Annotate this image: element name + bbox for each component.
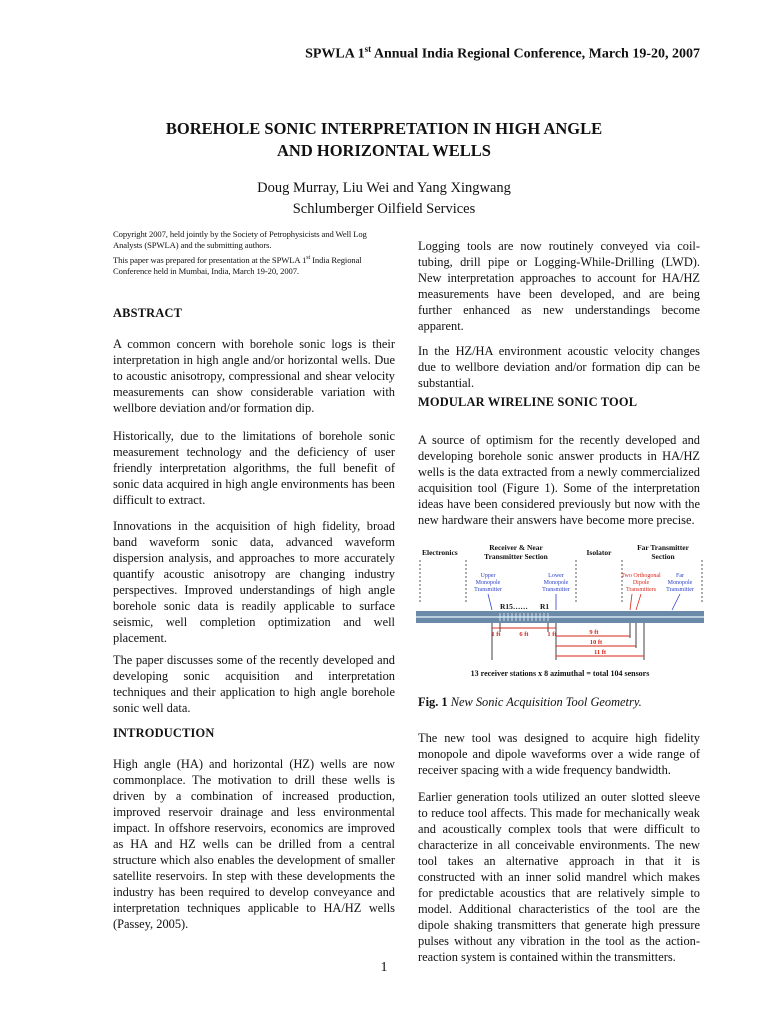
fig-section-far-1: Far Transmitter bbox=[637, 543, 689, 552]
fig-label-r1: R1 bbox=[540, 602, 550, 611]
author-names: Doug Murray, Liu Wei and Yang Xingwang bbox=[257, 180, 511, 196]
right-p5: Earlier generation tools utilized an outer slotted sleeve to reduce tool affects. This made for mechanically weak and acoustically complex tools that were difficult to characterize in all conceivable environments. The new tool takes an alternative approach in that it is constructed with an inner solid mandrel which makes for predictable acoustics that are relatively simple to model. Additional characteristics of the tool are the dipole shaking transmitters that generate high pressure pulses without any vibration in the tool as the action-reaction system is contained within the transmitters. bbox=[418, 790, 700, 964]
paper-title bbox=[0, 118, 768, 162]
fig-tool-highlight bbox=[416, 616, 704, 618]
right-p4: The new tool was designed to acquire high fidelity monopole and dipole waveforms over a wide range of receiver spacing with a wide frequency bandwidth. bbox=[418, 731, 700, 777]
fig-pointer-dipole-1 bbox=[630, 594, 632, 610]
copyright-p1: Copyright 2007, held jointly by the Society of Petrophysicists and Well Log Analysts (SPWLA) and the submitting authors. bbox=[113, 229, 367, 250]
page-number: 1 bbox=[380, 960, 388, 975]
abstract-p2: Historically, due to the limitations of borehole sonic measurement technology and the deficiency of user friendly interpretation algorithms, the full benefit of sonic data acquired in high angle environments has been difficult to extract. bbox=[113, 429, 395, 507]
introduction-p1: High angle (HA) and horizontal (HZ) wells are now commonplace. The motivation to drill these wells is driven by a combination of increased production, improved reservoir drainage and less environmental impact. In offshore reservoirs, economics are improved as HA and HZ wells can be drilled from a central structure which also enables the development of smaller satellite reservoirs. In step with these developments the industry has been required to develop conveyance and interpretation techniques applicable to HA/HZ wells (Passey, 2005). bbox=[113, 757, 395, 931]
modular-tool-heading: MODULAR WIRELINE SONIC TOOL bbox=[418, 395, 638, 409]
fig-sensor-summary: 13 receiver stations x 8 azimuthal = total 104 sensors bbox=[470, 669, 650, 678]
right-p2: In the HZ/HA environment acoustic velocity changes due to wellbore deviation and/or formation dip can be substantial. bbox=[418, 344, 700, 390]
author-affiliation: Schlumberger Oilfield Services bbox=[292, 201, 476, 217]
fig-dim-11ft: 11 ft bbox=[593, 649, 607, 656]
fig-section-isolator: Isolator bbox=[586, 548, 612, 557]
copyright-notice bbox=[113, 229, 391, 277]
fig-label-lower-3: Transmitter bbox=[542, 587, 570, 593]
fig-label-r15: R15…… bbox=[500, 602, 528, 611]
fig-section-receiver-1: Receiver & Near bbox=[489, 543, 543, 552]
fig-label-far-2: Monopole bbox=[667, 580, 693, 586]
fig-label-far-3: Transmitter bbox=[666, 587, 694, 593]
figure-1-caption: Fig. 1 New Sonic Acquisition Tool Geometry. bbox=[418, 695, 642, 709]
fig-section-receiver-2: Transmitter Section bbox=[484, 552, 548, 561]
title-line-1: BOREHOLE SONIC INTERPRETATION IN HIGH ANGLE bbox=[165, 119, 603, 138]
fig-label-far-1: Far bbox=[676, 573, 684, 579]
fig-pointer-far bbox=[672, 594, 680, 610]
right-p1: Logging tools are now routinely conveyed via coil-tubing, drill pipe or Logging-While-Drilling (LWD). New interpretation approaches to account for HA/HZ measurements have been developed, and are being further enhanced as new understandings become apparent. bbox=[418, 239, 700, 333]
fig-pointer-dipole-2 bbox=[636, 594, 641, 610]
fig-label-upper-2: Monopole bbox=[475, 580, 501, 586]
fig-label-dipole-1: Two Orthogonal bbox=[621, 573, 661, 579]
fig-label-dipole-3: Transmitters bbox=[625, 587, 657, 593]
abstract-p1: A common concern with borehole sonic logs is their interpretation in high angle and/or horizontal wells. Due to acoustic anisotropy, compressional and shear velocity measurements can show considerable variation with wellbore deviation and/or formation dip. bbox=[113, 337, 395, 415]
fig-dim-6ft: 6 ft bbox=[519, 631, 529, 638]
fig-dim-9ft: 9 ft bbox=[589, 629, 599, 636]
fig-dimension-lines bbox=[492, 623, 644, 660]
fig-dimension-arrows bbox=[492, 628, 644, 656]
fig-dim-10ft: 10 ft bbox=[589, 639, 603, 646]
right-p3: A source of optimism for the recently developed and developing borehole sonic answer products in HA/HZ wells is the data extracted from a newly commercialized acquisition tool (Figure 1). Some of the interpretation ideas have been considered previously but now with the new hardware their answers have become more precise. bbox=[418, 433, 700, 527]
abstract-p3: Innovations in the acquisition of high fidelity, broad band waveform sonic data, advanced waveform dispersion analysis, and approaches to more accurately quantify acoustic anisotropy are changing industry perspectives. Improved understandings of high angle borehole sonic data is readily applicable to surface seismic, well completion optimization and well placement. bbox=[113, 519, 395, 645]
fig-section-electronics: Electronics bbox=[422, 548, 458, 557]
abstract-heading: ABSTRACT bbox=[113, 306, 183, 320]
fig-label-dipole-2: Dipole bbox=[632, 580, 650, 586]
fig-label-upper-3: Transmitter bbox=[474, 587, 502, 593]
fig-label-lower-1: Lower bbox=[548, 573, 564, 579]
title-line-2: AND HORIZONTAL WELLS bbox=[277, 141, 491, 160]
fig-dim-1ft-b: 1 ft bbox=[547, 631, 557, 638]
fig-label-upper-1: Upper bbox=[480, 573, 496, 579]
fig-section-far-2: Section bbox=[651, 552, 675, 561]
abstract-p4: The paper discusses some of the recently developed and developing sonic acquisition and interpretation techniques and their application to high angle borehole sonic well data. bbox=[113, 653, 395, 715]
copyright-p2: This paper was prepared for presentation at the SPWLA 1st India Regional Conference held in Mumbai, India, March 19-20, 2007. bbox=[113, 254, 362, 276]
figure-1-tool-geometry bbox=[416, 540, 704, 680]
fig-dim-1ft-a: 1 ft bbox=[491, 631, 501, 638]
fig-label-lower-2: Monopole bbox=[543, 580, 569, 586]
conference-header: SPWLA 1st Annual India Regional Conference, March 19-20, 2007 bbox=[305, 44, 700, 62]
author-block bbox=[0, 178, 768, 220]
fig-pointer-upper bbox=[488, 594, 492, 610]
introduction-heading: INTRODUCTION bbox=[113, 726, 215, 740]
